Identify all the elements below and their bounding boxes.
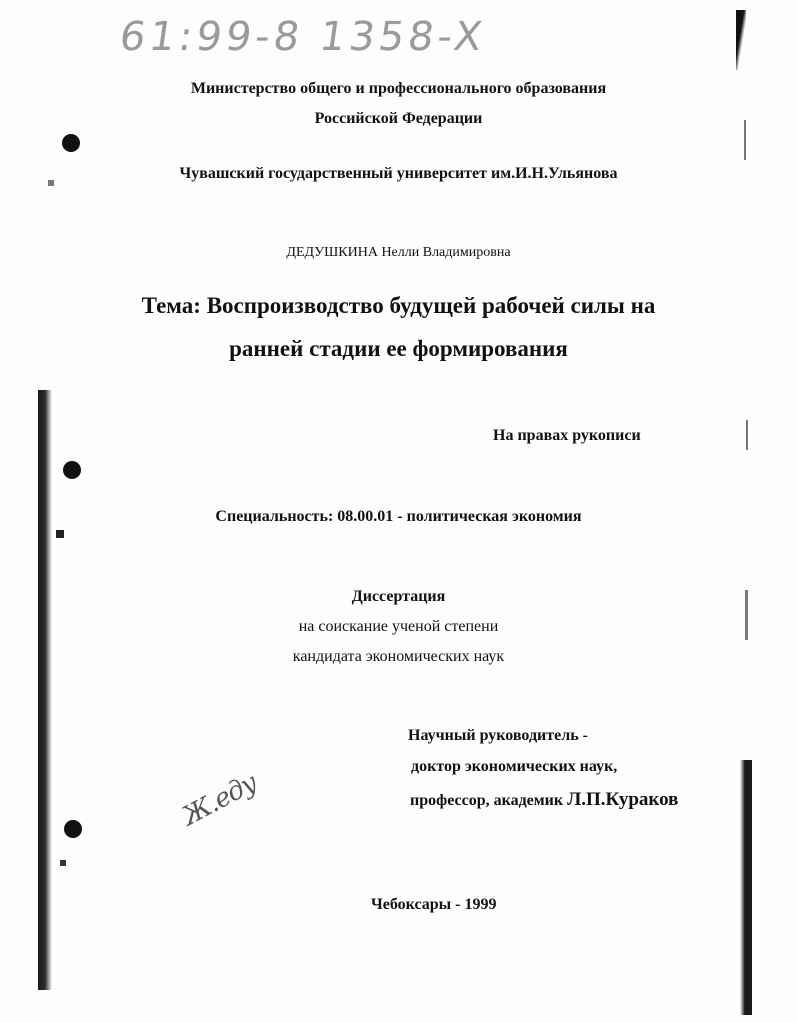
scan-edge-right-top: [736, 10, 746, 70]
theme-line-2: ранней стадии ее формирования: [229, 336, 568, 361]
scan-speck: [746, 420, 748, 450]
scan-speck: [60, 860, 66, 866]
scan-edge-left: [38, 390, 52, 990]
author-name: ДЕДУШКИНА Нелли Владимировна: [286, 245, 511, 260]
theme-line-1: Тема: Воспроизводство будущей рабочей силы на: [141, 293, 656, 318]
manuscript-note: На правах рукописи: [493, 427, 641, 444]
specialty: Специальность: 08.00.01 - политическая экономия: [215, 508, 582, 525]
place-year: Чебоксары - 1999: [371, 896, 497, 913]
supervisor-title-prefix: профессор, академик: [410, 792, 564, 809]
handwritten-signature: Ж.еду: [177, 768, 262, 832]
scan-edge-right-bottom: [740, 760, 752, 1015]
dissertation-title: Диссертация: [351, 588, 446, 605]
ministry-line-2: Российской Федерации: [314, 110, 483, 127]
binder-hole-icon: [62, 134, 80, 152]
binder-hole-icon: [64, 820, 82, 838]
supervisor-degree: доктор экономических наук,: [411, 758, 618, 775]
dissertation-field-line: кандидата экономических наук: [292, 648, 505, 665]
ministry-line-1: Министерство общего и профессионального образования: [190, 80, 607, 97]
scan-speck: [56, 530, 64, 538]
university-name: Чувашский государственный университет им.И.Н.Ульянова: [179, 165, 618, 182]
binder-hole-icon: [63, 461, 81, 479]
supervisor-name: Л.П.Кураков: [567, 789, 679, 810]
supervisor-label: Научный руководитель -: [408, 727, 588, 744]
supervisor-title: [410, 789, 678, 811]
dissertation-degree-line: на соискание ученой степени: [298, 618, 499, 635]
archive-number: 61:99-8 1358-X: [116, 14, 489, 60]
